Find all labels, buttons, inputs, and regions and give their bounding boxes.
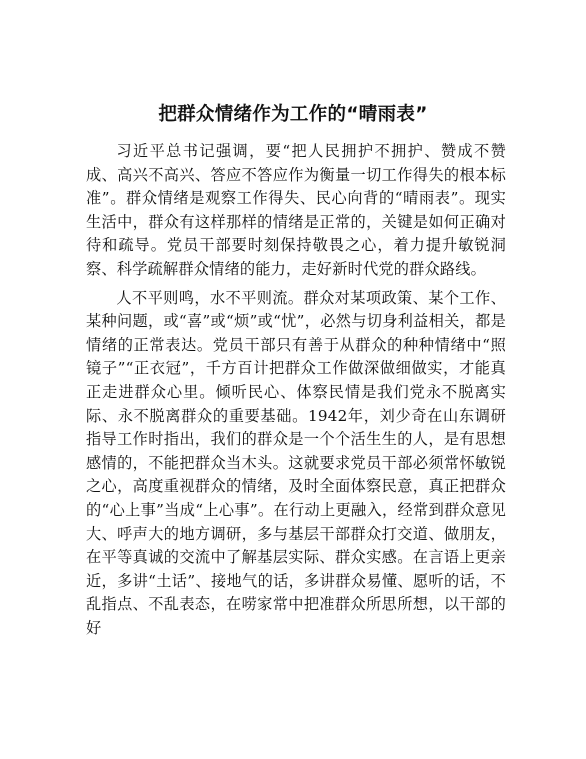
paragraph-2: 人不平则鸣，水不平则流。群众对某项政策、某个工作、某种问题，或“喜”或“烦”或“忧”，必然与切身利益相关，都是情绪的正常表达。党员干部只有善于从群众的种种情绪中“照镜子”“正衣冠”，千方百计把群众工作做深做细做实，才能真正走进群众心里。倾听民心、体察民情是我们党永不脱离实际、永不脱离群众的重要基础。1942年，刘少奇在山东调研指导工作时指出，我们的群众是一个个活生生的人，是有思想感情的，不能把群众当木头。这就要求党员干部必须常怀敏锐之心，高度重视群众的情绪，及时全面体察民意，真正把群众的“心上事”当成“上心事”。在行动上更融入，经常到群众意见大、呼声大的地方调研，多与基层干部群众打交道、做朋友，在平等真诚的交流中了解基层实际、群众实感。在言语上更亲近，多讲“土话”、接地气的话，多讲群众易懂、愿听的话，不乱指点、不乱表态，在唠家常中把准群众所思所想，以干部的好 — [86, 288, 506, 637]
paragraph-1: 习近平总书记强调，要“把人民拥护不拥护、赞成不赞成、高兴不高兴、答应不答应作为衡量一切工作得失的根本标准”。群众情绪是观察工作得失、民心向背的“晴雨表”。现实生活中，群众有这样那样的情绪是正常的，关键是如何正确对待和疏导。党员干部要时刻保持敬畏之心，着力提升敏锐洞察、科学疏解群众情绪的能力，走好新时代党的群众路线。 — [86, 142, 506, 278]
document-body — [86, 140, 506, 645]
document-title: 把群众情绪作为工作的“晴雨表” — [158, 104, 428, 125]
